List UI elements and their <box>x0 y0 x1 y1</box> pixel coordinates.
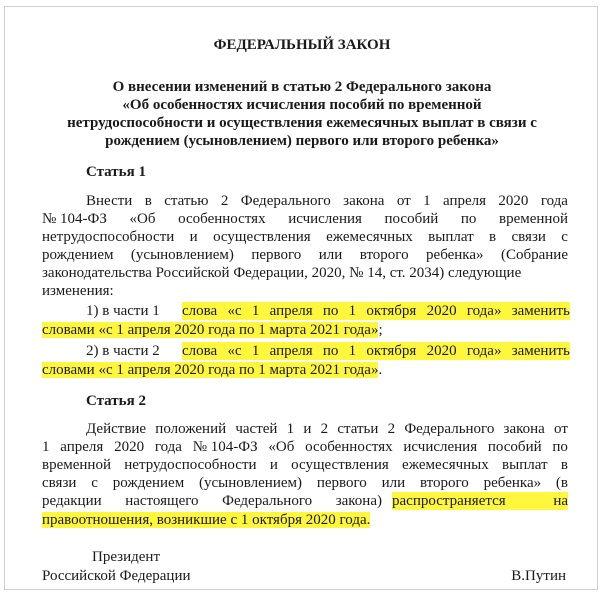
item1-highlight-line-1: слова «с 1 апреля по 1 октября 2020 года» заменить <box>182 303 570 319</box>
article2-heading: Статья 2 <box>86 393 146 409</box>
subtitle-line-2: «Об особенностях исчисления пособий по временной <box>122 97 482 113</box>
article1-line-4: рождением (усыновлением) первого или второго ребенка» (Собрание <box>42 247 568 263</box>
article2-highlight-line-1: распространяется на <box>392 493 568 509</box>
article2-line-4: связи с рождением (усыновлением) первого или второго ребенка» (в <box>42 475 568 491</box>
item2-highlight-line-1: слова «с 1 апреля по 1 октября 2020 года» заменить <box>182 343 570 359</box>
item1-highlight-line-2: словами «с 1 апреля 2020 года по 1 марта 2021 года» <box>42 322 379 338</box>
article1-line-3: нетрудоспособности и осуществления ежемесячных выплат в связи с <box>42 229 568 245</box>
subtitle-line-1: О внесении изменений в статью 2 Федерального закона <box>112 79 492 95</box>
article2-highlight-line-2: правоотношения, возникшие с 1 октября 2020 года. <box>42 512 371 528</box>
article2-line-6 <box>42 511 370 529</box>
item1-line-2: словами «с 1 апреля 2020 года по 1 марта 2021 года»; <box>42 322 383 338</box>
item2-highlight-line-2: словами «с 1 апреля 2020 года по 1 марта 2021 года» <box>42 362 379 378</box>
subtitle-line-3: нетрудоспособности и осуществления ежемесячных выплат в связи с <box>67 115 537 131</box>
article1-heading: Статья 1 <box>86 164 146 180</box>
signature-role-1: Президент <box>92 549 160 565</box>
item2-prefix: 2) в части 2 <box>86 343 160 359</box>
item2-line-2: словами «с 1 апреля 2020 года по 1 марта 2021 года». <box>42 362 383 378</box>
article1-line-6: изменения: <box>42 283 114 299</box>
article2-line-5: редакции настоящего Федерального закона) <box>42 493 382 509</box>
subtitle-line-4: рождением (усыновлением) первого или второго ребенка» <box>105 133 499 149</box>
article2-line-3: временной нетрудоспособности и осуществления ежемесячных выплат в <box>42 457 568 473</box>
article1-line-1: Внести в статью 2 Федерального закона от 1 апреля 2020 года <box>86 193 568 209</box>
article1-line-2: № 104-ФЗ «Об особенностях исчисления пособий по временной <box>42 211 568 227</box>
document-title: ФЕДЕРАЛЬНЫЙ ЗАКОН <box>213 37 391 53</box>
article2-line-2: 1 апреля 2020 года № 104-ФЗ «Об особенностях исчисления пособий по <box>42 439 568 455</box>
signature-name: В.Путин <box>511 568 566 584</box>
item1-prefix: 1) в части 1 <box>86 303 160 319</box>
article2-line-1: Действие положений частей 1 и 2 статьи 2 Федерального закона от <box>86 421 568 437</box>
article1-line-5: законодательства Российской Федерации, 2020, № 14, ст. 2034) следующие <box>42 265 522 281</box>
signature-role-2: Российской Федерации <box>42 568 191 584</box>
